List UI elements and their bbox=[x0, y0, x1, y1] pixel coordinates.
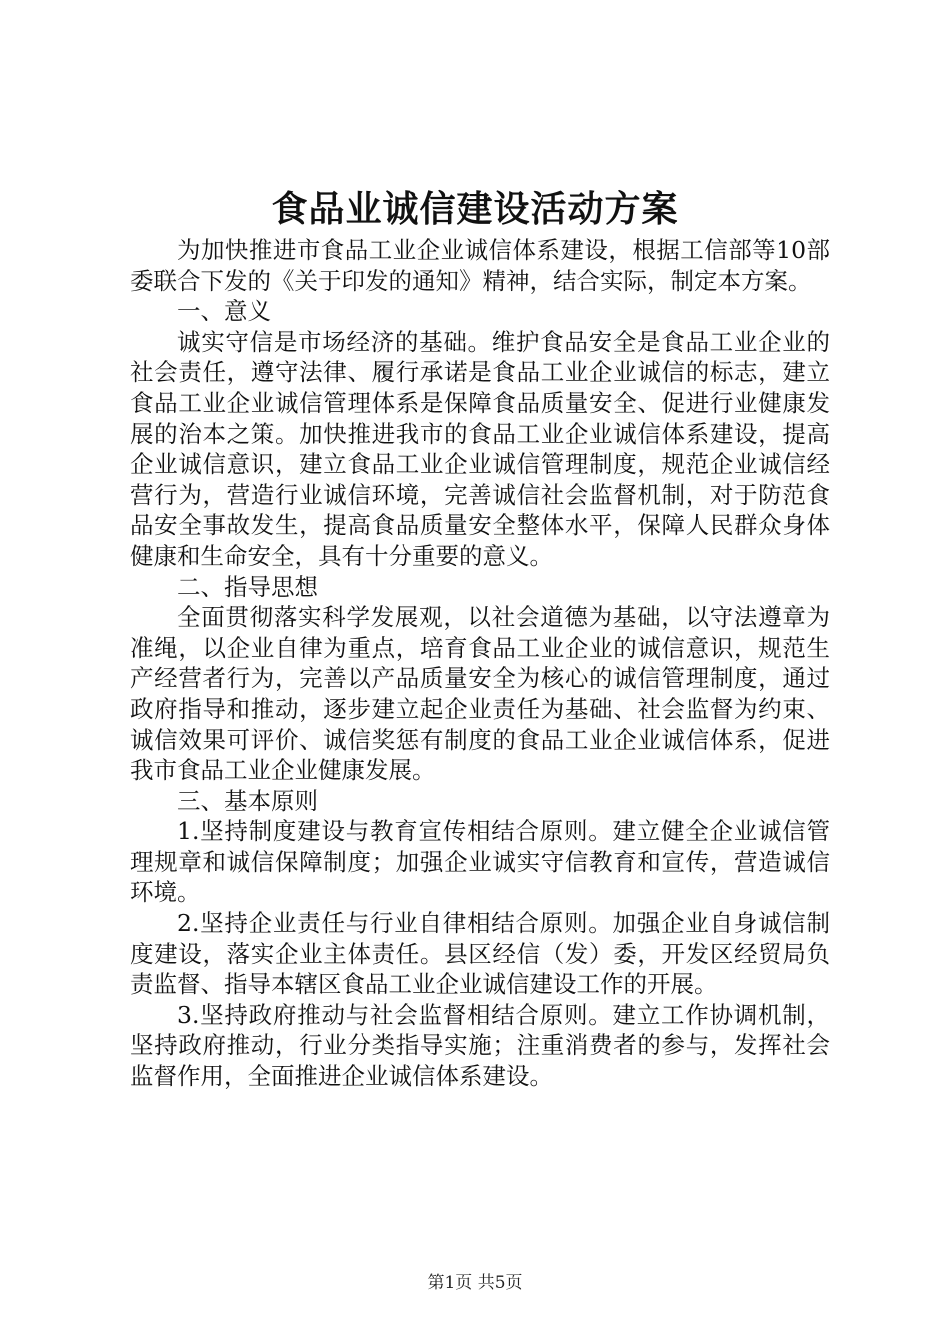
section-heading-significance: 一、意义 bbox=[177, 297, 271, 326]
document-title: 食品业诚信建设活动方案 bbox=[271, 188, 679, 230]
intro-paragraph: 为加快推进市食品工业企业诚信体系建设，根据工信部等10部委联合下发的《关于印发的通知》精神，结合实际，制定本方案。 bbox=[130, 236, 830, 295]
principle-item-3: 3.坚持政府推动与社会监督相结合原则。建立工作协调机制，坚持政府推动，行业分类指导实施；注重消费者的参与，发挥社会监督作用，全面推进企业诚信体系建设。 bbox=[130, 1000, 830, 1091]
guiding-thought-paragraph: 全面贯彻落实科学发展观，以社会道德为基础，以守法遵章为准绳，以企业自律为重点，培育食品工业企业的诚信意识，规范生产经营者行为，完善以产品质量安全为核心的诚信管理制度，通过政府指导和推动，逐步建立起企业责任为基础、社会监督为约束、诚信效果可评价、诚信奖惩有制度的食品工业企业诚信体系，促进我市食品工业企业健康发展。 bbox=[130, 603, 830, 785]
document-body bbox=[130, 235, 830, 1092]
page-footer: 第1页 共5页 bbox=[427, 1273, 523, 1293]
significance-paragraph: 诚实守信是市场经济的基础。维护食品安全是食品工业企业的社会责任，遵守法律、履行承诺是食品工业企业诚信的标志，建立食品工业企业诚信管理体系是保障食品质量安全、促进行业健康发展的治本之策。加快推进我市的食品工业企业诚信体系建设，提高企业诚信意识，建立食品工业企业诚信管理制度，规范企业诚信经营行为，营造行业诚信环境，完善诚信社会监督机制，对于防范食品安全事故发生，提高食品质量安全整体水平，保障人民群众身体健康和生命安全，具有十分重要的意义。 bbox=[130, 327, 830, 570]
section-heading-guiding-thought: 二、指导思想 bbox=[177, 572, 318, 601]
section-heading-principles: 三、基本原则 bbox=[177, 786, 318, 815]
principle-item-1: 1.坚持制度建设与教育宣传相结合原则。建立健全企业诚信管理规章和诚信保障制度；加强企业诚实守信教育和宣传，营造诚信环境。 bbox=[130, 817, 830, 907]
principle-item-2: 2.坚持企业责任与行业自律相结合原则。加强企业自身诚信制度建设，落实企业主体责任。县区经信（发）委，开发区经贸局负责监督、指导本辖区食品工业企业诚信建设工作的开展。 bbox=[130, 909, 830, 999]
